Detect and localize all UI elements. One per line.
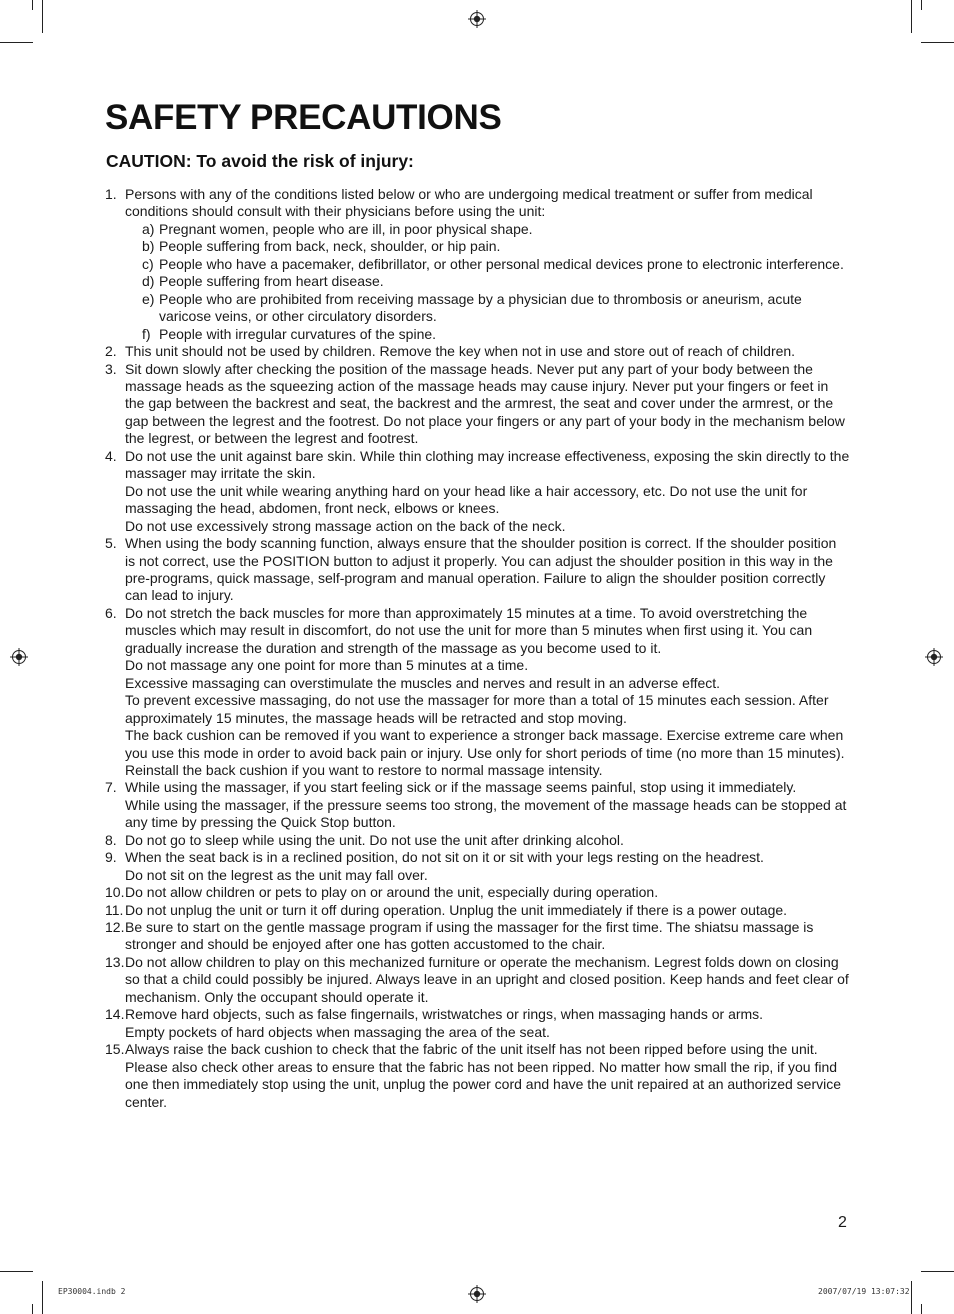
list-item [105, 535, 850, 605]
item-number: 14. [105, 1006, 125, 1023]
registration-mark-icon [925, 648, 943, 666]
item-body [125, 448, 850, 535]
sub-item-text: People who are prohibited from receiving massage by a physician due to thrombosis or aneurism, acute varicose veins, or other circulatory disorders. [159, 290, 802, 325]
page-title: SAFETY PRECAUTIONS [105, 98, 502, 137]
item-body [125, 849, 850, 884]
item-paragraph: Do not use excessively strong massage action on the back of the neck. [125, 517, 566, 534]
item-number: 15. [105, 1041, 125, 1058]
item-body [125, 186, 850, 343]
item-number: 10. [105, 884, 125, 901]
item-number: 12. [105, 919, 125, 936]
sub-item-letter: c) [142, 255, 154, 272]
sub-item-text: People suffering from heart disease. [159, 273, 384, 290]
list-item [105, 605, 850, 780]
sub-item-text: People who have a pacemaker, defibrillator, or other personal medical devices prone to electronic interference. [159, 255, 844, 272]
item-paragraph: While using the massager, if you start feeling sick or if the massage seems painful, stop using it immediately. [125, 779, 797, 796]
sub-item [125, 273, 850, 290]
item-paragraph: Empty pockets of hard objects when massaging the area of the seat. [125, 1023, 550, 1040]
item-paragraph: Excessive massaging can overstimulate the muscles and nerves and result in an adverse effect. [125, 674, 721, 691]
item-body [125, 954, 850, 1006]
crop-mark [921, 42, 954, 43]
sub-item-letter: a) [142, 220, 155, 237]
list-item [105, 954, 850, 1006]
item-paragraph: Do not allow children or pets to play on or around the unit, especially during operation. [125, 884, 659, 901]
item-paragraph: Do not sit on the legrest as the unit may fall over. [125, 866, 428, 883]
sub-item-letter: d) [142, 273, 155, 290]
item-paragraph: Be sure to start on the gentle massage program if using the massager for the first time. The shiatsu massage is stronger and should be enjoyed after one has gotten accustomed to the chair. [125, 919, 814, 953]
item-number: 9. [105, 849, 117, 866]
crop-mark [911, 1281, 912, 1314]
item-number: 11. [105, 901, 124, 918]
item-body [125, 832, 850, 849]
item-paragraph: Persons with any of the conditions listed below or who are undergoing medical treatment or suffer from medical conditions should consult with their physicians before using the unit: [125, 186, 813, 220]
sub-item [125, 291, 850, 326]
page-number: 2 [838, 1214, 847, 1231]
item-paragraph: Remove hard objects, such as false fingernails, wristwatches or rings, when massaging hands or arms. [125, 1006, 764, 1023]
item-body [125, 535, 850, 605]
crop-mark [921, 1304, 922, 1314]
item-paragraph: Do not stretch the back muscles for more than approximately 15 minutes at a time. To avoid overstretching the muscles which may result in discomfort, do not use the unit for more than 5 minutes when first using it. You can gradually increase the duration and strength of the massage as you become used to it. [125, 604, 813, 656]
item-body [125, 1006, 850, 1041]
item-number: 13. [105, 953, 125, 970]
item-paragraph: This unit should not be used by children. Remove the key when not in use and store out of reach of children. [125, 343, 796, 360]
list-item [105, 884, 850, 901]
list-item [105, 448, 850, 535]
item-paragraph: Do not go to sleep while using the unit. Do not use the unit after drinking alcohol. [125, 831, 624, 848]
item-paragraph: When the seat back is in a reclined position, do not sit on it or sit with your legs resting on the headrest. [125, 849, 764, 866]
crop-mark [0, 42, 33, 43]
item-number: 7. [105, 779, 117, 796]
item-paragraph: While using the massager, if the pressure seems too strong, the movement of the massage heads can be stopped at any time by pressing the Quick Stop button. [125, 796, 847, 831]
sub-item-letter: f) [142, 325, 151, 342]
list-item [105, 919, 850, 954]
sub-item [125, 256, 850, 273]
list-item [105, 343, 850, 360]
item-paragraph: The back cushion can be removed if you want to experience a stronger back massage. Exercise extreme care when you use this mode in order to avoid back pain or injury. Use only for short periods of time (no more than 15 minutes). Reinstall the back cushion if you want to restore to normal massage intensity. [125, 727, 845, 778]
crop-mark [32, 0, 33, 10]
sub-item-text: People suffering from back, neck, shoulder, or hip pain. [159, 238, 501, 255]
list-item [105, 902, 850, 919]
footer-file-slug: EP30004.indb 2 [58, 1287, 126, 1296]
list-item [105, 1041, 850, 1111]
item-number: 8. [105, 831, 117, 848]
item-body [125, 919, 850, 954]
sub-item-letter: e) [142, 290, 155, 307]
item-number: 5. [105, 535, 117, 552]
registration-mark-icon [10, 648, 28, 666]
list-item [105, 361, 850, 448]
item-paragraph: Do not allow children to play on this mechanized furniture or operate the mechanism. Legrest folds down on closing so that a child could possibly be injured. Always leave in an upright and closed position. Keep hands and feet clear of mechanism. Only the occupant should operate it. [125, 953, 849, 1005]
item-number: 6. [105, 604, 117, 621]
sub-item [125, 221, 850, 238]
crop-mark [921, 0, 922, 10]
list-item [105, 779, 850, 831]
footer-timestamp: 2007/07/19 13:07:32 [818, 1287, 910, 1296]
sub-item [125, 238, 850, 255]
caution-heading: CAUTION: To avoid the risk of injury: [106, 151, 414, 171]
item-paragraph: Always raise the back cushion to check that the fabric of the unit itself has not been ripped before using the unit. Please also check other areas to ensure that the fabric has not been ripped. No matter how small the rip, if you find one then immediately stop using the unit, unplug the power cord and have the unit repaired at an authorized service center. [125, 1041, 842, 1110]
list-item [105, 1006, 850, 1041]
item-number: 2. [105, 343, 117, 360]
item-body [125, 361, 850, 448]
crop-mark [911, 0, 912, 33]
crop-mark [42, 1281, 43, 1314]
item-body [125, 779, 850, 831]
item-paragraph: Do not use the unit against bare skin. While thin clothing may increase effectiveness, exposing the skin directly to the massager may irritate the skin. [125, 447, 850, 482]
item-paragraph: To prevent excessive massaging, do not use the massager for more than a total of 15 minutes each session. After approximately 15 minutes, the massage heads will be retracted and stop moving. [125, 692, 829, 726]
item-paragraph: Do not unplug the unit or turn it off during operation. Unplug the unit immediately if there is a power outage. [125, 901, 788, 918]
sub-item-text: People with irregular curvatures of the spine. [159, 325, 437, 342]
item-body [125, 902, 850, 919]
item-body [125, 1041, 850, 1111]
item-number: 3. [105, 360, 117, 377]
item-body [125, 884, 850, 901]
item-paragraph: When using the body scanning function, always ensure that the shoulder position is correct. If the shoulder position is not correct, use the POSITION button to adjust it properly. You can adjust the shoulder position in this way in the pre-programs, quick massage, self-program and manual operation. Failure to align the shoulder position correctly can lead to injury. [125, 535, 837, 604]
list-item [105, 186, 850, 343]
registration-mark-icon [468, 10, 486, 28]
crop-mark [921, 1271, 954, 1272]
list-item [105, 832, 850, 849]
item-body [125, 605, 850, 780]
sub-item [125, 326, 850, 343]
item-paragraph: Do not use the unit while wearing anything hard on your head like a hair accessory, etc. Do not use the unit for massaging the head, abdomen, front neck, elbows or knees. [125, 482, 808, 517]
item-number: 4. [105, 447, 117, 464]
precautions-list [105, 186, 850, 1111]
item-paragraph: Do not massage any one point for more than 5 minutes at a time. [125, 657, 529, 674]
item-paragraph: Sit down slowly after checking the position of the massage heads. Never put any part of your body between the massage heads as the squeezing action of the massage heads may cause injury. Never put your fingers or feet in the gap between the backrest and seat, the backrest and the armrest, the seat and cover under the armrest, or the gap between the legrest and the footrest. Do not place your fingers or any part of your body in the mechanism below the legrest, or between the legrest and footrest. [125, 360, 845, 447]
crop-mark [32, 1304, 33, 1314]
sub-item-letter: b) [142, 238, 155, 255]
crop-mark [0, 1271, 33, 1272]
crop-mark [42, 0, 43, 33]
registration-mark-icon [468, 1285, 486, 1303]
item-body [125, 343, 850, 360]
list-item [105, 849, 850, 884]
item-number: 1. [105, 186, 117, 202]
sub-item-text: Pregnant women, people who are ill, in poor physical shape. [159, 220, 533, 237]
